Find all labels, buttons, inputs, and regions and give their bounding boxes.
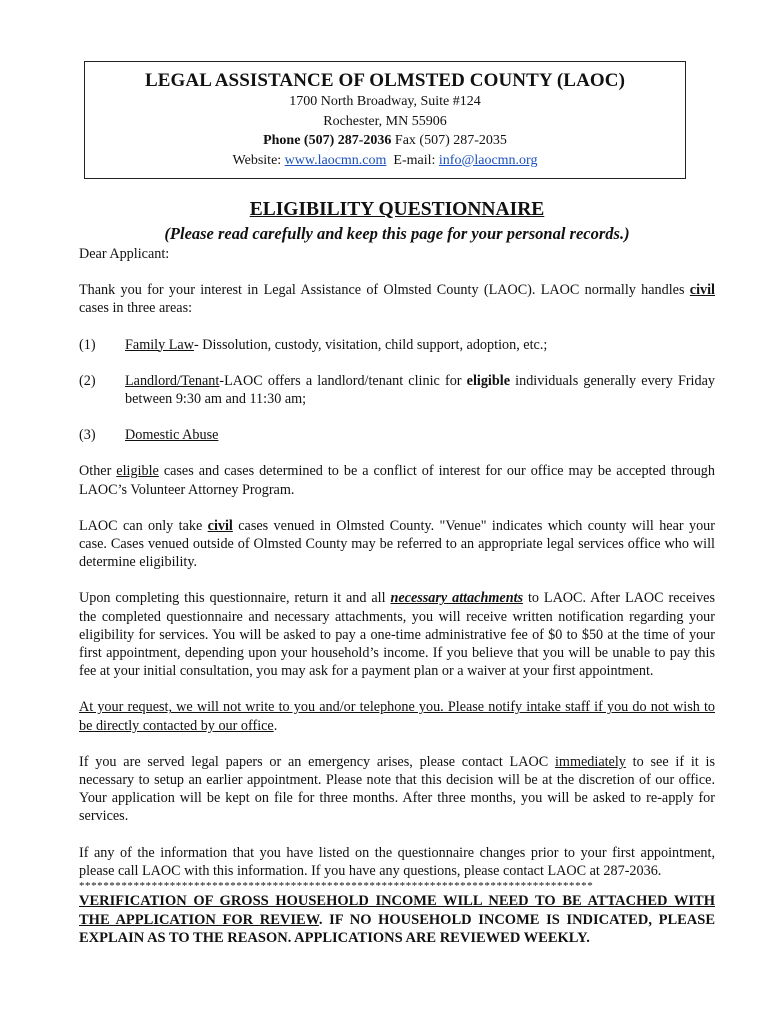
separator-stars: *************************************************************************************: [79, 880, 594, 893]
area-label: Family Law: [125, 336, 194, 353]
paragraph-emphasis: eligible: [116, 463, 159, 480]
changes-paragraph: If any of the information that you have listed on the questionnaire changes prior to your first appointment, please call LAOC with this information. If you have any questions, please contact LAOC at 287-2036.: [79, 844, 715, 879]
completing-paragraph: [79, 589, 715, 680]
contact-request-paragraph: [79, 698, 715, 734]
area-description: - Dissolution, custody, visitation, child support, adoption, etc.;: [193, 336, 548, 353]
paragraph-text-end: .: [273, 717, 278, 734]
intro-text: Thank you for your interest in Legal Assistance of Olmsted County (LAOC). LAOC normally handles: [79, 282, 690, 299]
list-number: (1): [79, 336, 96, 353]
paragraph-text: LAOC can only take: [79, 517, 208, 534]
list-item: [79, 426, 715, 444]
greeting: Dear Applicant:: [79, 246, 170, 262]
phone-number: Phone (507) 287-2036: [263, 133, 392, 148]
page-subtitle: (Please read carefully and keep this page for your personal records.): [164, 224, 630, 243]
website-link[interactable]: www.laocmn.com: [284, 152, 387, 168]
paragraph-emphasis: necessary attachments: [390, 590, 524, 607]
other-cases-paragraph: [79, 462, 715, 498]
page-title: ELIGIBILITY QUESTIONNAIRE: [249, 199, 545, 220]
verification-text: . IF NO HOUSEHOLD INCOME IS INDICATED, PLEASE EXPLAIN AS TO THE REASON. APPLICATIONS ARE REVIEWED WEEKLY.: [79, 911, 715, 947]
list-item: [79, 372, 715, 408]
address-line-2: Rochester, MN 55906: [323, 113, 447, 129]
contact-line: [85, 151, 685, 171]
area-label: Landlord/Tenant: [125, 372, 220, 389]
intro-emphasis: civil: [689, 282, 715, 299]
list-text: [125, 336, 715, 354]
paragraph-text-end: cases and cases determined to be a conflict of interest for our office may be accepted through LAOC’s Volunteer Attorney Program.: [79, 463, 715, 498]
area-description: -LAOC offers a landlord/tenant clinic for: [219, 372, 467, 389]
area-emphasis: eligible: [466, 372, 511, 389]
document-body: [79, 197, 715, 948]
paragraph-text-end: to LAOC. After LAOC receives the completed questionnaire and necessary attachments, you will receive written notification regarding your eligibility for services. You will be asked to pay a one-time administrative fee of $0 to $50 at the time of your first appointment, depending upon your household’s income. If you believe that you will be unable to pay this fee at your initial consultation, you may ask for a payment plan or a waiver at your first appointment.: [79, 590, 716, 680]
paragraph-text-end: cases venued in Olmsted County. "Venue" indicates which county will hear your case. Cases venued outside of Olmsted County may be referred to an appropriate legal services office who will determine eligibility.: [79, 517, 715, 571]
list-text: [125, 372, 715, 408]
website-label: Website:: [232, 152, 285, 168]
list-item: [79, 336, 715, 354]
email-link[interactable]: info@laocmn.org: [438, 152, 538, 168]
paragraph-text: Upon completing this questionnaire, return it and all: [79, 590, 391, 607]
verification-notice: [79, 892, 715, 948]
paragraph-emphasis: civil: [207, 517, 233, 534]
intro-text-end: cases in three areas:: [79, 300, 193, 317]
paragraph-text-end: to see if it is necessary to setup an earlier appointment. Please note that this decision will be at the discretion of our office. Your application will be kept on file for three months. After three months, you will be asked to re-apply for services.: [79, 753, 715, 825]
address-line-1: 1700 North Broadway, Suite #124: [289, 94, 481, 109]
org-name: LEGAL ASSISTANCE OF OLMSTED COUNTY (LAOC): [144, 70, 626, 91]
paragraph-text: Other: [79, 463, 117, 480]
email-label: E-mail:: [386, 152, 439, 168]
letterhead-box: [84, 61, 686, 179]
emergency-paragraph: [79, 753, 715, 826]
phone-fax-line: [85, 131, 685, 151]
list-number: (3): [79, 427, 96, 444]
fax-number: Fax (507) 287-2035: [391, 133, 507, 148]
list-text: [125, 426, 715, 444]
verification-underlined: VERIFICATION OF GROSS HOUSEHOLD INCOME WILL NEED TO BE ATTACHED WITH THE APPLICATION FOR REVIEW: [79, 893, 715, 928]
list-number: (2): [79, 372, 96, 389]
area-description-end: individuals generally every Friday between 9:30 am and 11:30 am;: [125, 372, 715, 408]
paragraph-emphasis: immediately: [554, 753, 626, 770]
paragraph-text: If you are served legal papers or an emergency arises, please contact LAOC: [79, 753, 555, 770]
venue-paragraph: [79, 517, 715, 572]
intro-paragraph: [79, 281, 715, 317]
paragraph-underlined: At your request, we will not write to you and/or telephone you. Please notify intake staff if you do not wish to be directly contacted by our office: [79, 699, 715, 734]
area-label: Domestic Abuse: [125, 427, 219, 444]
